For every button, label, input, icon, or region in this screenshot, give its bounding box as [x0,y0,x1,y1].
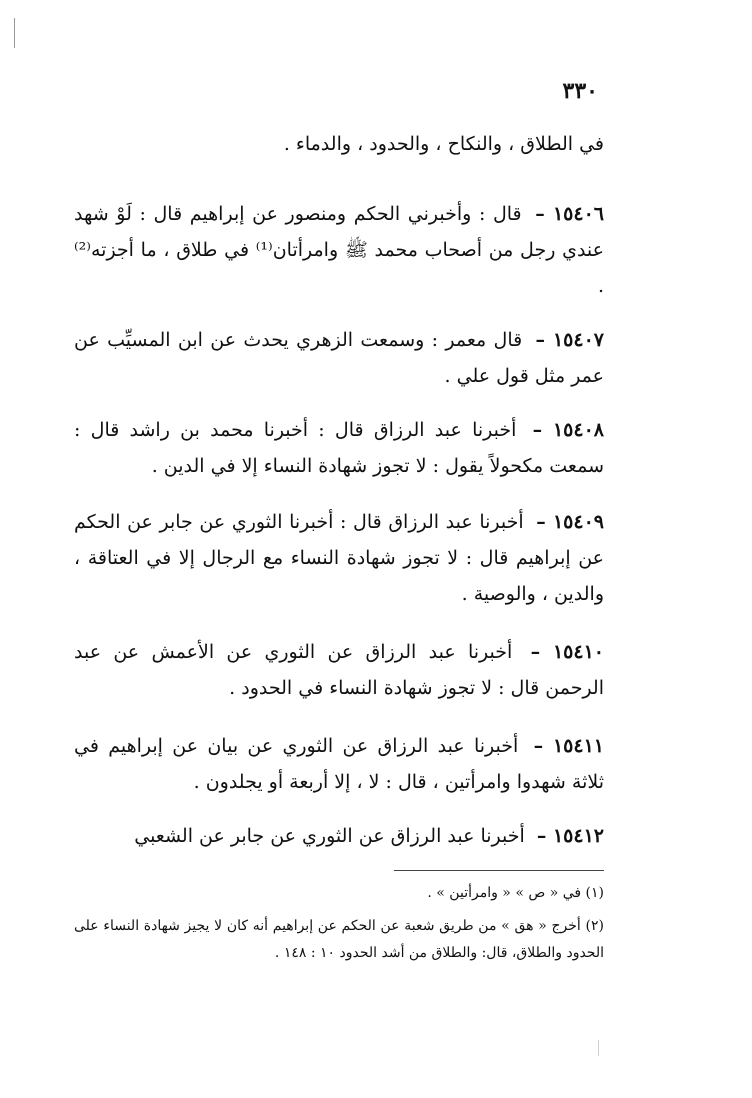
paragraph-text: أخبرنا عبد الرزاق عن الثوري عن بيان عن إبراهيم في ثلاثة شهدوا وامرأتين ، قال : لا ، إلا أربعة أو يجلدون . [74,735,604,793]
scan-artifact-mark [598,1040,599,1056]
paragraph-15411 [74,728,604,800]
paragraph-15406 [74,196,604,304]
paragraph-text: في الطلاق ، والنكاح ، والحدود ، والدماء . [283,133,604,155]
paragraph-text: أخبرنا عبد الرزاق عن الثوري عن الأعمش عن عبد الرحمن قال : لا تجوز شهادة النساء في الحدود . [74,641,604,699]
paragraph-text: أخبرنا عبد الرزاق قال : أخبرنا محمد بن راشد قال : سمعت مكحولاً يقول : لا تجوز شهادة النساء إلا في الدين . [74,419,604,477]
paragraph-15410 [74,634,604,706]
paragraph-text: أخبرنا عبد الرزاق عن الثوري عن جابر عن الشعبي [134,825,525,847]
footnotes [74,880,604,973]
hadith-number: ١٥٤٠٩ – [536,511,604,533]
paragraph-15412 [74,818,604,854]
paragraph-15407 [74,322,604,394]
paragraph-text: أخبرنا عبد الرزاق قال : أخبرنا الثوري عن جابر عن الحكم عن إبراهيم قال : لا تجوز شهادة النساء مع الرجال إلا في العتاقة ، والدين ، والوصية . [74,511,604,605]
paragraph-text: قال معمر : وسمعت الزهري يحدث عن ابن المسيِّب عن عمر مثل قول علي . [74,329,604,387]
hadith-number: ١٥٤١٢ – [536,825,604,847]
footnote-1: (١) في « ص » « وامرأتين » . [427,885,604,901]
paragraph-15409 [74,504,604,612]
footnote-divider [394,870,604,871]
page-number: ٣٣٠ [562,78,598,104]
paragraph-text: قال : وأخبرني الحكم ومنصور عن إبراهيم قال : لَوْ شهد عندي رجل من أصحاب محمد ﷺ وامرأتان⁽¹⁾ في طلاق ، ما أجزته⁽²⁾ . [74,203,605,297]
paragraph-15408 [74,412,604,484]
paragraph-continuation [74,126,604,162]
hadith-number: ١٥٤١١ – [533,735,604,757]
hadith-number: ١٥٤٠٨ – [532,419,604,441]
scan-edge-line [14,18,15,48]
hadith-number: ١٥٤٠٧ – [535,329,604,351]
hadith-number: ١٥٤٠٦ – [535,203,604,225]
footnote-2: (٢) أخرج « هق » من طريق شعبة عن الحكم عن إبراهيم أنه كان لا يجيز شهادة النساء على الحدود والطلاق، قال: والطلاق من أشد الحدود ١٠ : ١٤٨ . [74,918,604,961]
hadith-number: ١٥٤١٠ – [530,641,604,663]
